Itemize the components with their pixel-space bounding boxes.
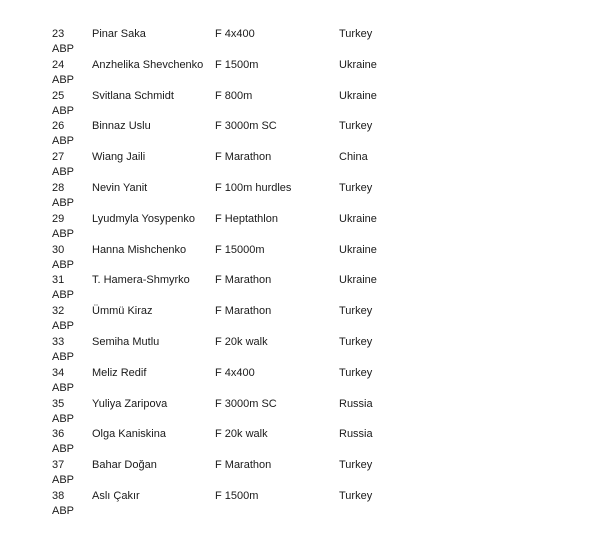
table-row (0, 458, 610, 489)
event-name: F 3000m SC (215, 397, 277, 410)
event-name: F 3000m SC (215, 120, 277, 133)
country-name: Ukraine (339, 243, 377, 256)
table-row (0, 150, 610, 181)
sanction-code: ABP (52, 412, 75, 425)
sanction-code: ABP (52, 227, 75, 240)
event-name: F 800m (215, 89, 253, 102)
table-row (0, 243, 610, 274)
country-name: Turkey (339, 489, 373, 502)
table-row (0, 427, 610, 458)
row-number: 27 (52, 151, 65, 164)
row-number: 33 (52, 335, 65, 348)
country-name: Turkey (339, 120, 373, 133)
athlete-name: Pinar Saka (92, 28, 146, 40)
sanction-code: ABP (52, 73, 75, 86)
table-row (0, 181, 610, 212)
event-name: F Marathon (215, 274, 272, 287)
athlete-name: Meliz Redif (92, 366, 147, 379)
sanction-code: ABP (52, 258, 75, 271)
sanction-code: ABP (52, 350, 75, 363)
event-name: F 20k walk (215, 335, 268, 348)
row-number: 32 (52, 305, 65, 318)
country-name: Ukraine (339, 89, 377, 102)
sanction-code: ABP (52, 104, 75, 117)
row-number: 38 (52, 489, 65, 502)
sanction-code: ABP (52, 320, 75, 333)
table-row (0, 397, 610, 428)
table-row (0, 212, 610, 243)
event-name: F 20k walk (215, 428, 268, 441)
athlete-name: Yuliya Zaripova (92, 397, 168, 410)
event-name: F 1500m (215, 489, 259, 502)
country-name: Turkey (339, 335, 373, 348)
country-name: Ukraine (339, 212, 377, 225)
event-name: F Marathon (215, 151, 272, 164)
sanction-code: ABP (52, 443, 75, 456)
sanction-code: ABP (52, 504, 75, 517)
row-number: 36 (52, 428, 65, 441)
row-number: 28 (52, 181, 65, 194)
table-row (0, 304, 610, 335)
event-name: F 100m hurdles (215, 181, 292, 194)
row-number: 29 (52, 212, 65, 225)
event-name: F 4x400 (215, 28, 255, 40)
row-number: 26 (52, 120, 65, 133)
row-number: 24 (52, 58, 65, 71)
country-name: Turkey (339, 366, 373, 379)
country-name: China (339, 151, 368, 164)
row-number: 35 (52, 397, 65, 410)
country-name: Turkey (339, 305, 373, 318)
athlete-name: Wiang Jaili (92, 151, 146, 164)
athlete-name: Lyudmyla Yosypenko (92, 212, 195, 225)
table-row (0, 27, 610, 58)
athlete-name: Binnaz Uslu (92, 120, 151, 133)
athlete-name: Olga Kaniskina (92, 428, 166, 441)
country-name: Ukraine (339, 274, 377, 287)
table-row (0, 89, 610, 120)
table-row (0, 489, 610, 520)
sanction-code: ABP (52, 196, 75, 209)
sanction-code: ABP (52, 381, 75, 394)
sanction-code: ABP (52, 43, 75, 55)
country-name: Ukraine (339, 58, 377, 71)
athlete-name: Semiha Mutlu (92, 335, 160, 348)
row-number: 34 (52, 366, 65, 379)
country-name: Russia (339, 397, 373, 410)
table-row (0, 366, 610, 397)
athlete-name: Nevin Yanit (92, 181, 148, 194)
athlete-name: Hanna Mishchenko (92, 243, 187, 256)
country-name: Turkey (339, 459, 373, 472)
row-number: 23 (52, 28, 65, 40)
row-number: 37 (52, 459, 65, 472)
country-name: Russia (339, 428, 373, 441)
row-number: 25 (52, 89, 65, 102)
table-row (0, 335, 610, 366)
event-name: F 4x400 (215, 366, 255, 379)
athlete-name: Anzhelika Shevchenko (92, 58, 204, 71)
event-name: F Marathon (215, 459, 272, 472)
event-name: F 15000m (215, 243, 265, 256)
athlete-name: Bahar Doğan (92, 459, 157, 472)
table-row (0, 119, 610, 150)
country-name: Turkey (339, 181, 373, 194)
sanction-code: ABP (52, 289, 75, 302)
athlete-table (0, 27, 610, 520)
sanction-code: ABP (52, 474, 75, 487)
sanction-code: ABP (52, 135, 75, 148)
athlete-name: Ümmü Kiraz (92, 305, 153, 318)
table-row (0, 58, 610, 89)
event-name: F 1500m (215, 58, 259, 71)
athlete-name: Aslı Çakır (92, 489, 140, 502)
row-number: 31 (52, 274, 65, 287)
athlete-name: T. Hamera-Shmyrko (92, 274, 190, 287)
table-row (0, 273, 610, 304)
athlete-name: Svitlana Schmidt (92, 89, 174, 102)
event-name: F Marathon (215, 305, 272, 318)
sanction-code: ABP (52, 166, 75, 179)
country-name: Turkey (339, 28, 373, 40)
row-number: 30 (52, 243, 65, 256)
event-name: F Heptathlon (215, 212, 278, 225)
